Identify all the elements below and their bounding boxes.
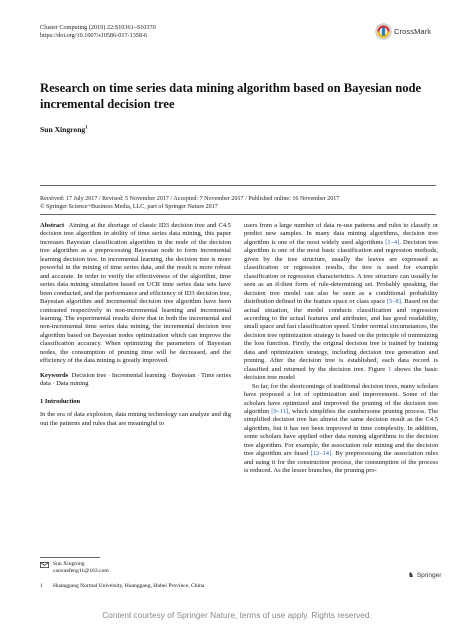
journal-header	[40, 24, 156, 40]
contact-footnote	[40, 561, 230, 577]
doi-link[interactable]: https://doi.org/10.1007/s10586-017-1358-6	[40, 32, 148, 39]
intro-paragraph-1: users from a large number of data re-use patterns and rules to classify or predict new samples. In many data mining algorithms, decision tree algorithm is one of the most widely used algorithms [1–4]. Decision tree algorithm is one of the most basic classification and regression methods, given by the tree structure, usually the leaves are expressed as classification or regression results, the tree is used for example classification or regression characteristics. A tree structure can usually be seen as an if-then form of rule-determining set. Probably speaking, the decision tree model can also be seen as a conditional probability distribution defined in the feature space or class space [5–8]. Based on the actual situation, the model conducts classification and regression according to the actual features and attributes, and has good readability, small space and fast classification speed. Under normal circumstances, the decision tree optimization strategy is based on the principle of minimizing the loss function. Firstly, the original decision tree is trained by training data and optimization strategy, including decision tree generation and pruning. After the decision tree is established, each data record is classified and returned by the decision tree. Figure 1 shows the basic decision tree model	[244, 222, 439, 382]
contact-email[interactable]: caoxuefeng11@163.com	[53, 568, 109, 574]
affiliation-footnote	[40, 583, 230, 599]
copyright-line: © Springer Science+Business Media, LLC, part of Springer Nature 2017	[40, 204, 218, 210]
dates-line: Received: 17 July 2017 / Revised: 5 November 2017 / Accepted: 7 November 2017 / Published online: 16 November 2017	[40, 196, 340, 202]
crossmark-label: CrossMark	[394, 27, 432, 36]
keywords-label: Keywords	[40, 371, 69, 379]
right-column	[244, 222, 438, 476]
affiliation-mark: 1	[40, 583, 43, 589]
figure-link[interactable]: 1	[388, 365, 392, 373]
citation-link[interactable]: [5–8]	[386, 298, 401, 306]
intro-paragraph-left: In the era of data explosion, data mining technology can analyze and dig out the patterns and rules that are meaningful to	[40, 411, 231, 427]
citation-link[interactable]: [1–4]	[385, 238, 400, 246]
publisher-mark	[407, 571, 441, 579]
article-title: Research on time series data mining algorithm based on Bayesian node incremental decision tree	[40, 81, 422, 111]
abstract	[40, 222, 231, 366]
affiliation-text: Huanggang Normal University, Huanggang, Hubei Province, China	[53, 583, 205, 589]
courtesy-notice: Content courtesy of Springer Nature, terms of use apply. Rights reserved.	[102, 610, 372, 620]
crossmark-badge[interactable]	[375, 22, 435, 42]
intro-paragraph-2: So far, for the shortcomings of traditional decision trees, many scholars have proposed a lot of optimization and improvement. Some of the scholars have optimized and improved the pruning of the decision tree algorithm [9–11], which simplifies the cumbersome pruning process. The simplified decision tree has almost the same decision result as the C4.5 algorithm, but it has not been improved in time complexity. In addition, some scholars have applied other data mining algorithms to the decision tree algorithm. For example, the association rule mining and the decision tree algorithm are fused [12–14]. By preprocessing the association rules and using it for the construction process, the consumption of the process is reduced. As the lesser branches, the pruning pro-	[244, 382, 438, 475]
journal-citation: Cluster Computing (2019) 22:S10361–S10370	[40, 24, 156, 31]
keywords-text: Decision tree · Incremental learning · Bayesian · Time series data · Data mining	[40, 371, 231, 388]
publication-dates	[40, 195, 339, 211]
contact-name: Sun Xingrong	[53, 561, 85, 567]
publisher-name: Springer	[416, 572, 442, 579]
divider-bottom	[40, 214, 436, 215]
abstract-label: Abstract	[40, 222, 65, 229]
author-affil-mark: 1	[85, 125, 88, 131]
section-heading-introduction: 1 Introduction	[40, 397, 81, 405]
footnote-divider	[40, 557, 100, 558]
envelope-icon	[40, 561, 49, 570]
abstract-text: Aiming at the shortage of classic ID3 decision tree and C4.5 decision tree algorithm in ability of time series data mining, this paper increases Bayesian classification algorithm in the node of the decision tree algorithm as a preprocessing Bayesian node to form incremental learning decision tree. In incremental learning, the decision tree is more powerful in the mining of time series data, and the result is more robust and accurate. In order to verify the effectiveness of the algorithm, time series data mining simulation based on UCR time series data sets have been conducted, and the performance and efficiency of ID3 decision tree, Bayesian algorithm and incremental decision tree algorithm have been contrasted respectively in non-incremental learning and incremental learning. The experimental results show that in both the incremental and non-incremental time series data mining, the incremental decision tree algorithm based on Bayesian nodes optimization which can improve the classification accuracy. When optimizing the parameters of Bayesian nodes, the consumption of pruning time will be decreased, and the efficiency of the data mining is greatly improved.	[40, 222, 231, 365]
author-name: Sun Xingrong	[40, 125, 86, 134]
crossmark-icon	[375, 23, 392, 40]
author-line	[40, 125, 88, 134]
divider-top	[40, 185, 436, 186]
left-column	[40, 222, 231, 428]
keywords	[40, 372, 231, 389]
citation-link[interactable]: [12–14]	[310, 450, 332, 458]
citation-link[interactable]: [9–11]	[271, 407, 289, 415]
springer-horse-icon: ♞	[407, 572, 415, 579]
